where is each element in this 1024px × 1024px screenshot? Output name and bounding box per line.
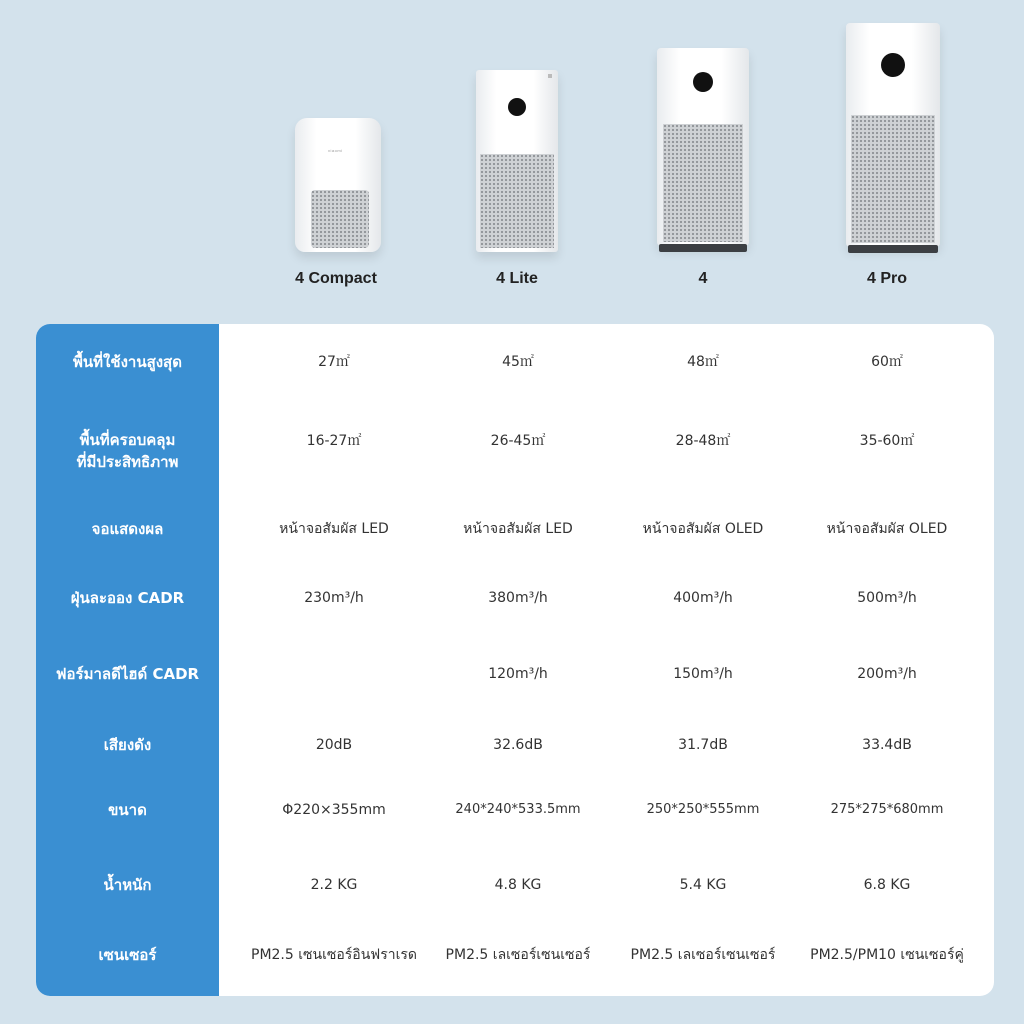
- cell-formaldehyde-cadr-4-pro: 200m³/h: [857, 666, 917, 682]
- product-name-4: 4: [698, 270, 708, 287]
- row-label-weight: น้ำหนัก: [103, 876, 152, 894]
- cell-effective-area-4-lite: 26-45㎡: [490, 433, 546, 449]
- row-label-sensor: เซนเซอร์: [98, 946, 157, 964]
- cell-effective-area-4-compact: 16-27㎡: [306, 433, 362, 449]
- cell-noise-4-pro: 33.4dB: [862, 737, 912, 753]
- cell-weight-4: 5.4 KG: [679, 877, 727, 893]
- cell-effective-area-4: 28-48㎡: [675, 433, 731, 449]
- cell-effective-area-4-pro: 35-60㎡: [859, 433, 915, 449]
- row-label-max-area: พื้นที่ใช้งานสูงสุด: [73, 353, 182, 371]
- cell-dust-cadr-4-lite: 380m³/h: [488, 590, 548, 606]
- cell-dust-cadr-4-pro: 500m³/h: [857, 590, 917, 606]
- cell-noise-4: 31.7dB: [678, 737, 728, 753]
- spec-table: [36, 324, 994, 996]
- cell-display-4-pro: หน้าจอสัมผัส OLED: [826, 521, 948, 537]
- cell-dust-cadr-4: 400m³/h: [673, 590, 733, 606]
- row-label-noise: เสียงดัง: [103, 736, 152, 754]
- cell-sensor-4-lite: PM2.5 เลเซอร์เซนเซอร์: [445, 947, 591, 963]
- product-name-4-compact: 4 Compact: [295, 270, 377, 287]
- row-label-dust-cadr: ฝุ่นละออง CADR: [70, 589, 185, 607]
- cell-display-4-lite: หน้าจอสัมผัส LED: [463, 521, 573, 537]
- cell-weight-4-compact: 2.2 KG: [310, 877, 358, 893]
- cell-noise-4-lite: 32.6dB: [493, 737, 543, 753]
- cell-size-4: 250*250*555mm: [646, 802, 760, 817]
- product-image-4-compact: [295, 118, 381, 254]
- row-label-formaldehyde-cadr: ฟอร์มาลดีไฮด์ CADR: [55, 665, 200, 683]
- cell-formaldehyde-cadr-4-lite: 120m³/h: [488, 666, 548, 682]
- cell-weight-4-pro: 6.8 KG: [863, 877, 911, 893]
- cell-display-4: หน้าจอสัมผัส OLED: [642, 521, 764, 537]
- cell-dust-cadr-4-compact: 230m³/h: [304, 590, 364, 606]
- brand-text: xiaomi: [328, 148, 343, 153]
- cell-max-area-4-lite: 45㎡: [502, 354, 534, 370]
- product-image-4-lite: [476, 70, 558, 254]
- cell-max-area-4-compact: 27㎡: [318, 354, 350, 370]
- cell-sensor-4-pro: PM2.5/PM10 เซนเซอร์คู่: [810, 947, 964, 963]
- product-image-4-pro: [846, 23, 940, 254]
- cell-size-4-lite: 240*240*533.5mm: [455, 802, 581, 817]
- cell-size-4-compact: Φ220×355mm: [282, 802, 386, 818]
- row-label-effective-area-text: พื้นที่ครอบคลุม ที่มีประสิทธิภาพ: [76, 431, 179, 471]
- cell-sensor-4: PM2.5 เลเซอร์เซนเซอร์: [630, 947, 776, 963]
- cell-weight-4-lite: 4.8 KG: [494, 877, 542, 893]
- row-label-effective-area: [36, 429, 219, 473]
- cell-size-4-pro: 275*275*680mm: [830, 802, 944, 817]
- product-name-4-pro: 4 Pro: [866, 270, 907, 287]
- row-label-display: จอแสดงผล: [91, 520, 164, 538]
- cell-formaldehyde-cadr-4: 150m³/h: [673, 666, 733, 682]
- row-label-size: ขนาด: [108, 801, 147, 819]
- cell-display-4-compact: หน้าจอสัมผัส LED: [279, 521, 389, 537]
- cell-noise-4-compact: 20dB: [315, 737, 353, 753]
- cell-max-area-4-pro: 60㎡: [871, 354, 903, 370]
- product-image-4: [657, 48, 749, 254]
- mi-logo-icon: [548, 74, 552, 78]
- cell-sensor-4-compact: PM2.5 เซนเซอร์อินฟราเรด: [251, 947, 417, 963]
- cell-max-area-4: 48㎡: [687, 354, 719, 370]
- product-name-4-lite: 4 Lite: [496, 270, 538, 287]
